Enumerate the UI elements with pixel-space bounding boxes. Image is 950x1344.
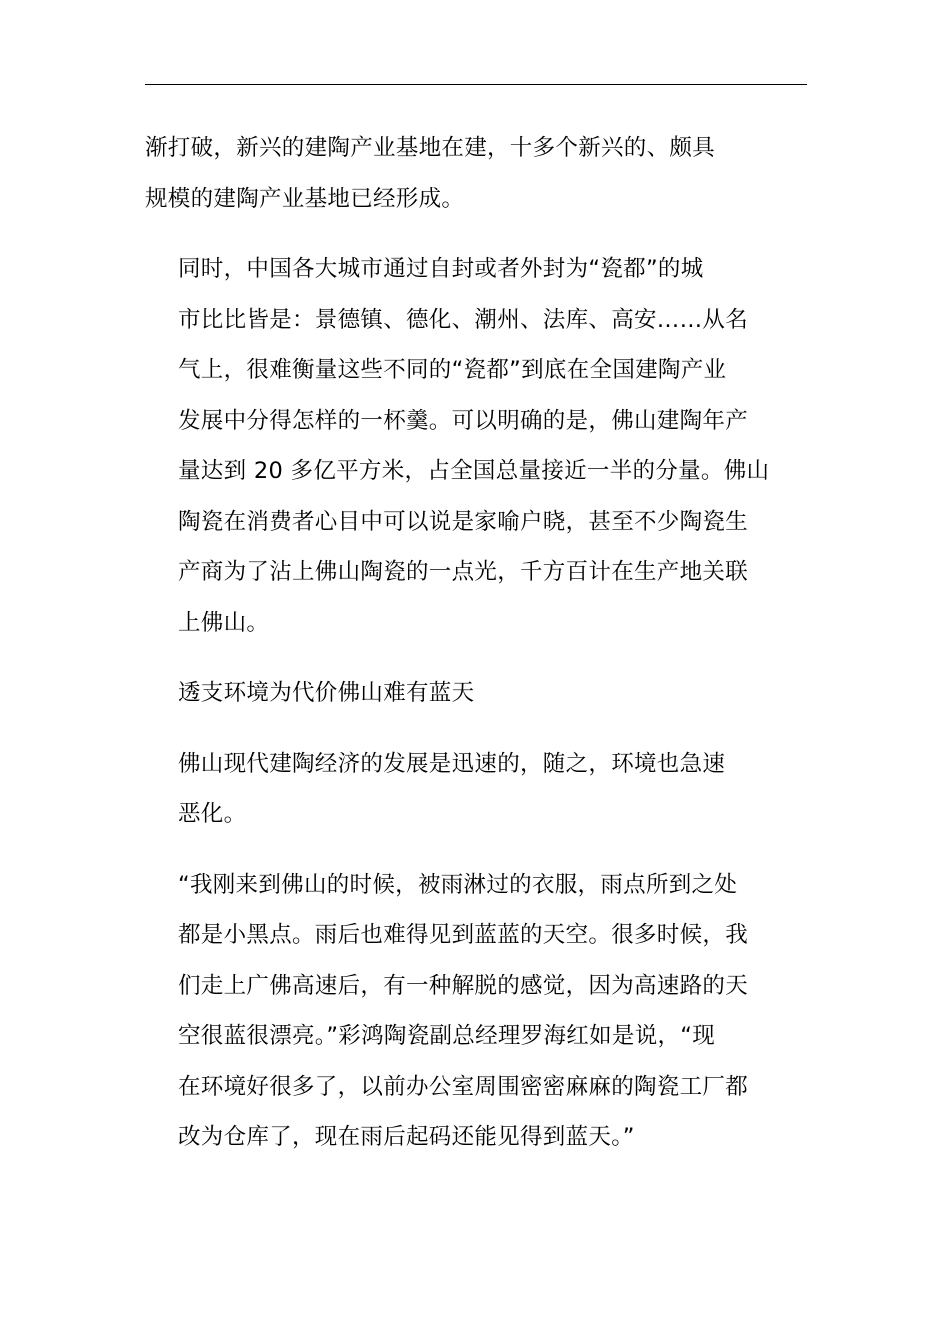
paragraph-environment [145, 739, 807, 840]
text-line: 上佛山。 [178, 609, 270, 636]
section-subheading [145, 668, 807, 719]
header-rule [145, 84, 807, 85]
text-line: 同时，中国各大城市通过自封或者外封为“瓷都”的城 [178, 256, 704, 282]
text-line: 产商为了沾上佛山陶瓷的一点光，千方百计在生产地关联 [178, 559, 749, 585]
text-line: 发展中分得怎样的一杯羹。可以明确的是，佛山建陶年产 [178, 407, 749, 434]
text-line: 佛山现代建陶经济的发展是迅速的，随之，环境也急速 [178, 750, 726, 777]
text-line: 都是小黑点。雨后也难得见到蓝蓝的天空。很多时候，我 [178, 922, 749, 948]
text-line: 量达到 20 多亿平方米，占全国总量接近一半的分量。佛山 [178, 458, 770, 484]
text-line: 陶瓷在消费者心目中可以说是家喻户晓，甚至不少陶瓷生 [178, 508, 749, 535]
text-line: 气上，很难衡量这些不同的“瓷都”到底在全国建陶产业 [178, 357, 727, 383]
document-body [145, 123, 807, 1183]
paragraph-porcelain-capitals [145, 244, 807, 648]
paragraph-quote [145, 860, 807, 1163]
text-line: 渐打破，新兴的建陶产业基地在建，十多个新兴的、颇具 [145, 135, 716, 161]
text-line: 恶化。 [178, 801, 247, 827]
text-line: 在环境好很多了，以前办公室周围密密麻麻的陶瓷工厂都 [178, 1073, 749, 1100]
paragraph-continuation [145, 123, 807, 224]
text-line: 改为仓库了，现在雨后起码还能见得到蓝天。” [178, 1124, 635, 1150]
text-line: 空很蓝很漂亮。”彩鸿陶瓷副总经理罗海红如是说，“现 [178, 1023, 716, 1049]
text-line: 透支环境为代价佛山难有蓝天 [178, 680, 475, 706]
text-line: “我刚来到佛山的时候，被雨淋过的衣服，雨点所到之处 [178, 871, 738, 898]
text-line: 市比比皆是：景德镇、德化、潮州、法库、高安……从名 [178, 306, 749, 333]
text-line: 规模的建陶产业基地已经形成。 [145, 185, 465, 212]
text-line: 们走上广佛高速后，有一种解脱的感觉，因为高速路的天 [178, 972, 749, 999]
